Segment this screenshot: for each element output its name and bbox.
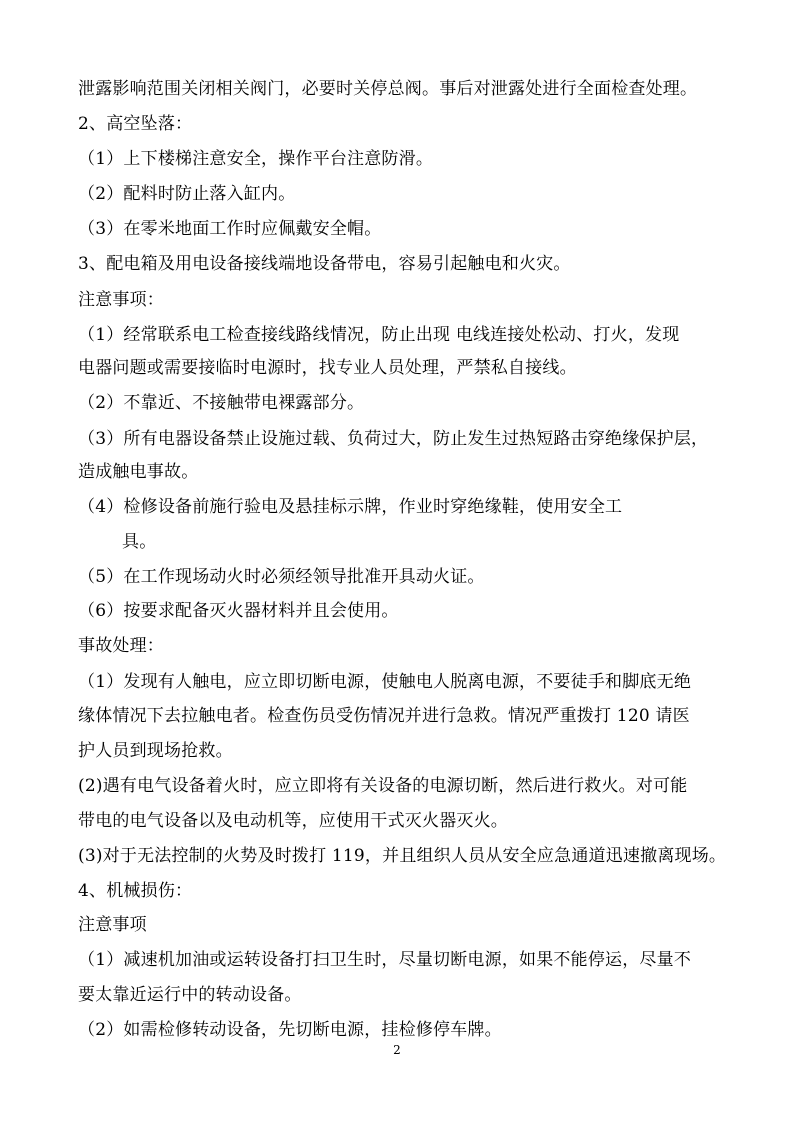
text-line-26: （1）减速机加油或运转设备打扫卫生时，尽量切断电源，如果不能停运，尽量不 bbox=[78, 950, 692, 970]
text-line-19: 缘体情况下去拉触电者。检查伤员受伤情况并进行急救。情况严重拨打 120 请医 bbox=[78, 706, 690, 726]
text-line-20: 护人员到现场抢救。 bbox=[78, 741, 233, 761]
text-line-11: （3）所有电器设备禁止设施过载、负荷过大，防止发生过热短路击穿绝缘保护层， bbox=[78, 429, 709, 449]
heading-accident-handling: 事故处理： bbox=[78, 636, 164, 656]
text-line-27: 要太靠近运行中的转动设备。 bbox=[78, 985, 302, 1005]
text-line-22: 带电的电气设备以及电动机等，应使用干式灭火器灭火。 bbox=[78, 811, 508, 831]
text-line-23: (3)对于无法控制的火势及时拨打 119，并且组织人员从安全应急通道迅速撤离现场。 bbox=[78, 846, 727, 866]
text-line-21: (2)遇有电气设备着火时，应立即将有关设备的电源切断，然后进行救火。对可能 bbox=[78, 776, 688, 796]
heading-precautions: 注意事项： bbox=[78, 290, 164, 310]
text-line-28: （2）如需检修转动设备，先切断电源，挂检修停车牌。 bbox=[78, 1020, 502, 1040]
text-line-15: （5）在工作现场动火时必须经领导批准开具动火证。 bbox=[78, 567, 485, 587]
text-line-18: （1）发现有人触电，应立即切断电源，使触电人脱离电源，不要徒手和脚底无绝 bbox=[78, 672, 692, 692]
text-line-3: （1）上下楼梯注意安全，操作平台注意防滑。 bbox=[78, 149, 434, 169]
heading-electrical: 3、配电箱及用电设备接线端地设备带电，容易引起触电和火灾。 bbox=[78, 254, 571, 274]
text-line-1: 泄露影响范围关闭相关阀门，必要时关停总阀。事后对泄露处进行全面检查处理。 bbox=[78, 79, 698, 99]
text-line-16: （6）按要求配备灭火器材料并且会使用。 bbox=[78, 601, 399, 621]
heading-mechanical: 4、机械损伤： bbox=[78, 881, 193, 901]
page-number: 2 bbox=[393, 1043, 401, 1057]
text-line-5: （3）在零米地面工作时应佩戴安全帽。 bbox=[78, 219, 382, 239]
heading-precautions-2: 注意事项 bbox=[78, 915, 147, 935]
text-line-10: （2）不靠近、不接触带电裸露部分。 bbox=[78, 393, 365, 413]
text-line-9: 电器问题或需要接临时电源时，找专业人员处理，严禁私自接线。 bbox=[78, 358, 577, 378]
text-line-13: （4）检修设备前施行验电及悬挂标示牌，作业时穿绝缘鞋，使用安全工 bbox=[78, 497, 623, 517]
text-line-8: （1）经常联系电工检查接线路线情况，防止出现 电线连接处松动、打火，发现 bbox=[78, 325, 680, 345]
heading-high-fall: 2、高空坠落： bbox=[78, 114, 193, 134]
text-line-14: 具。 bbox=[122, 532, 157, 552]
text-line-4: （2）配料时防止落入缸内。 bbox=[78, 184, 296, 204]
text-line-12: 造成触电事故。 bbox=[78, 462, 199, 482]
